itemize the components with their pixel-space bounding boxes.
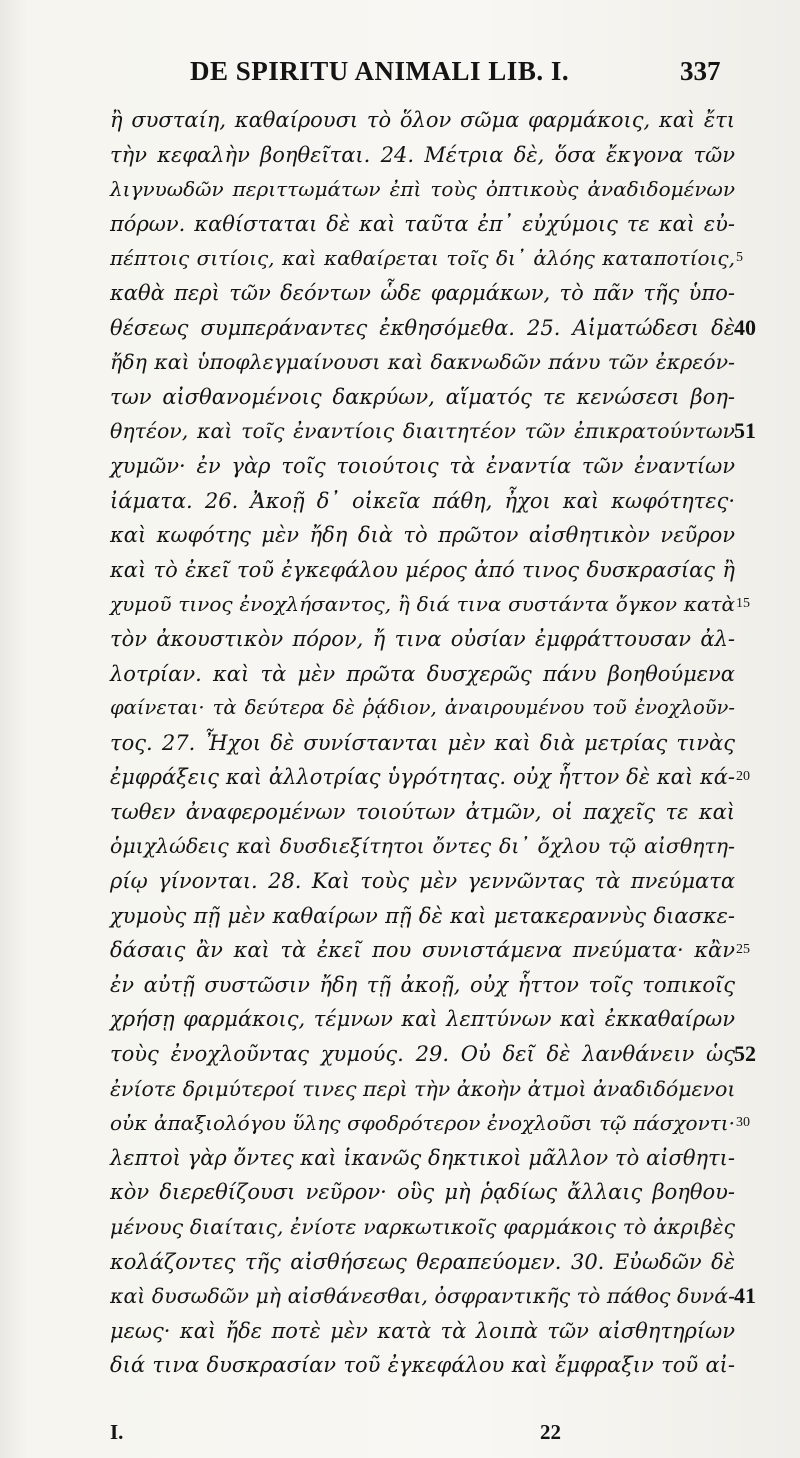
line-text: καὶ δυσωδῶν μὴ αἰσθάνεσθαι, ὀσφραντικῆς τὸ πάθος δυνά- — [110, 1284, 735, 1309]
text-line — [0, 207, 800, 242]
text-line — [0, 345, 800, 380]
text-line — [0, 829, 800, 864]
line-text: κολάζοντες τῆς αἰσθήσεως θεραπεύομεν. 30. Εὐωδῶν δὲ — [110, 1249, 735, 1274]
line-text: μένους διαίταις, ἐνίοτε ναρκωτικοῖς φαρμάκοις τὸ ἀκριβὲς — [110, 1215, 735, 1239]
margin-line-number: 51 — [734, 418, 756, 444]
text-line — [0, 1106, 800, 1141]
text-line — [0, 449, 800, 484]
line-text: φαίνεται· τὰ δεύτερα δὲ ῥᾴδιον, ἀναιρουμένου τοῦ ἐνοχλοῦν- — [110, 696, 735, 720]
text-line — [0, 414, 800, 449]
signature-number: 22 — [540, 1420, 561, 1444]
text-line — [0, 1245, 800, 1280]
line-text: χυμοῦ τινος ἐνοχλήσαντος, ἢ διά τινα συστάντα ὄγκον κατὰ — [110, 592, 735, 617]
text-line — [0, 864, 800, 899]
text-line — [0, 795, 800, 830]
line-text: ὁμιχλώδεις καὶ δυσδιεξίτητοι ὄντες δι᾽ ὄχλου τῷ αἰσθητη- — [110, 834, 735, 859]
text-line — [0, 1314, 800, 1349]
text-line — [0, 691, 800, 726]
line-text: λοτρίαν. καὶ τὰ μὲν πρῶτα δυσχερῶς πάνυ βοηθούμενα — [110, 661, 735, 686]
line-text: τοὺς ἐνοχλοῦντας χυμούς. 29. Οὐ δεῖ δὲ λανθάνειν ὡς — [110, 1042, 735, 1067]
text-line — [0, 760, 800, 795]
line-text: καθὰ περὶ τῶν δεόντων ὧδε φαρμάκων, τὸ πᾶν τῆς ὑπο- — [110, 280, 735, 305]
text-line — [0, 587, 800, 622]
text-line — [0, 1210, 800, 1245]
line-text: τὴν κεφαλὴν βοηθεῖται. 24. Μέτρια δὲ, ὅσα ἔκγονα τῶν — [110, 142, 735, 167]
margin-line-number: 41 — [734, 1283, 756, 1309]
margin-line-number: 30 — [736, 1115, 750, 1131]
line-text: τος. 27. Ἦχοι δὲ συνίστανται μὲν καὶ διὰ μετρίας τινὰς — [110, 730, 735, 755]
running-head: DE SPIRITU ANIMALI LIB. I. — [190, 56, 570, 86]
line-text: ἤδη καὶ ὑποφλεγμαίνουσι καὶ δακνωδῶν πάνυ τῶν ἐκρεόν- — [110, 350, 735, 375]
margin-line-number: 40 — [734, 314, 756, 340]
margin-line-number: 52 — [734, 1041, 756, 1067]
line-text: πέπτοις σιτίοις, καὶ καθαίρεται τοῖς δι᾽ ἀλόης καταποτίοις, — [110, 246, 735, 271]
text-line — [0, 241, 800, 276]
line-text: ἐμφράξεις καὶ ἀλλοτρίας ὑγρότητας. οὐχ ἧττον δὲ καὶ κά- — [110, 765, 735, 790]
margin-line-number: 25 — [736, 942, 750, 958]
text-line — [0, 726, 800, 761]
text-line — [0, 933, 800, 968]
line-text: δάσαις ἂν καὶ τὰ ἐκεῖ που συνιστάμενα πνεύματα· κἂν — [110, 938, 735, 963]
text-line — [0, 1002, 800, 1037]
text-line — [0, 1348, 800, 1383]
line-text: πόρων. καθίσταται δὲ καὶ ταῦτα ἐπ᾽ εὐχύμοις τε καὶ εὐ- — [110, 211, 735, 236]
line-text: καὶ τὸ ἐκεῖ τοῦ ἐγκεφάλου μέρος ἀπό τινος δυσκρασίας ἢ — [110, 557, 735, 582]
line-text: ρίῳ γίνονται. 28. Καὶ τοὺς μὲν γεννῶντας τὰ πνεύματα — [110, 869, 735, 894]
line-text: ἐν αὐτῇ συστῶσιν ἤδη τῇ ἀκοῇ, οὐχ ἧττον τοῖς τοπικοῖς — [110, 972, 735, 997]
line-text: κὸν διερεθίζουσι νεῦρον· οὓς μὴ ῥᾳδίως ἄλλαις βοηθου- — [110, 1180, 735, 1205]
line-text: καὶ κωφότης μὲν ἤδη διὰ τὸ πρῶτον αἰσθητικὸν νεῦρον — [110, 523, 735, 548]
line-text: διά τινα δυσκρασίαν τοῦ ἐγκεφάλου καὶ ἔμφραξιν τοῦ αἰ- — [110, 1353, 735, 1378]
text-line — [0, 1141, 800, 1176]
line-text: χρήσῃ φαρμάκοις, τέμνων καὶ λεπτύνων καὶ ἐκκαθαίρων — [110, 1007, 735, 1032]
line-text: θητέον, καὶ τοῖς ἐναντίοις διαιτητέον τῶν ἐπικρατούντων — [110, 419, 735, 444]
page-number: 337 — [680, 56, 721, 86]
line-text: τωθεν ἀναφερομένων τοιούτων ἀτμῶν, οἱ παχεῖς τε καὶ — [110, 799, 735, 824]
text-line — [0, 1279, 800, 1314]
line-text: χυμοὺς πῇ μὲν καθαίρων πῇ δὲ καὶ μετακεραννὺς διασκε- — [110, 903, 735, 928]
line-text: των αἰσθανομένοις δακρύων, αἵματός τε κενώσεσι βοη- — [110, 384, 735, 409]
line-text: θέσεως συμπεράναντες ἐκθησόμεθα. 25. Αἱματώδεσι δὲ — [110, 315, 735, 340]
page-footer — [0, 1420, 800, 1450]
line-text: ἢ συσταίη, καθαίρουσι τὸ ὅλον σῶμα φαρμάκοις, καὶ ἔτι — [110, 108, 735, 132]
text-line — [0, 103, 800, 138]
line-text: τὸν ἀκουστικὸν πόρον, ἤ τινα οὐσίαν ἐμφράττουσαν ἀλ- — [110, 626, 735, 651]
body-text — [0, 103, 800, 1383]
line-text: λεπτοὶ γὰρ ὄντες καὶ ἱκανῶς δηκτικοὶ μᾶλλον τὸ αἰσθητι- — [110, 1145, 735, 1170]
text-line — [0, 138, 800, 173]
line-text: λιγνυωδῶν περιττωμάτων ἐπὶ τοὺς ὀπτικοὺς ἀναδιδομένων — [110, 177, 735, 202]
text-line — [0, 968, 800, 1003]
line-text: ἐνίοτε δριμύτεροί τινες περὶ τὴν ἀκοὴν ἀτμοὶ ἀναδιδόμενοι — [110, 1076, 736, 1101]
text-line — [0, 1175, 800, 1210]
margin-line-number: 15 — [736, 596, 750, 612]
text-line — [0, 899, 800, 934]
text-line — [0, 380, 800, 415]
margin-line-number: 5 — [736, 250, 743, 266]
text-line — [0, 484, 800, 519]
text-line — [0, 172, 800, 207]
line-text: χυμῶν· ἐν γὰρ τοῖς τοιούτοις τὰ ἐναντία τῶν ἐναντίων — [110, 453, 735, 478]
signature-mark: I. — [110, 1420, 124, 1444]
margin-line-number: 20 — [736, 769, 750, 785]
text-line — [0, 518, 800, 553]
line-text: μεως· καὶ ἤδε ποτὲ μὲν κατὰ τὰ λοιπὰ τῶν αἰσθητηρίων — [110, 1318, 735, 1343]
text-line — [0, 1072, 800, 1107]
line-text: ἰάματα. 26. Ἀκοῇ δ᾽ οἰκεῖα πάθη, ἦχοι καὶ κωφότητες· — [110, 488, 735, 513]
text-line — [0, 1037, 800, 1072]
text-line — [0, 276, 800, 311]
line-text: οὐκ ἀπαξιολόγου ὕλης σφοδρότερον ἐνοχλοῦσι τῷ πάσχοντι· — [110, 1111, 735, 1136]
page-header — [0, 56, 800, 96]
text-line — [0, 657, 800, 692]
text-line — [0, 553, 800, 588]
text-line — [0, 622, 800, 657]
text-line — [0, 311, 800, 346]
